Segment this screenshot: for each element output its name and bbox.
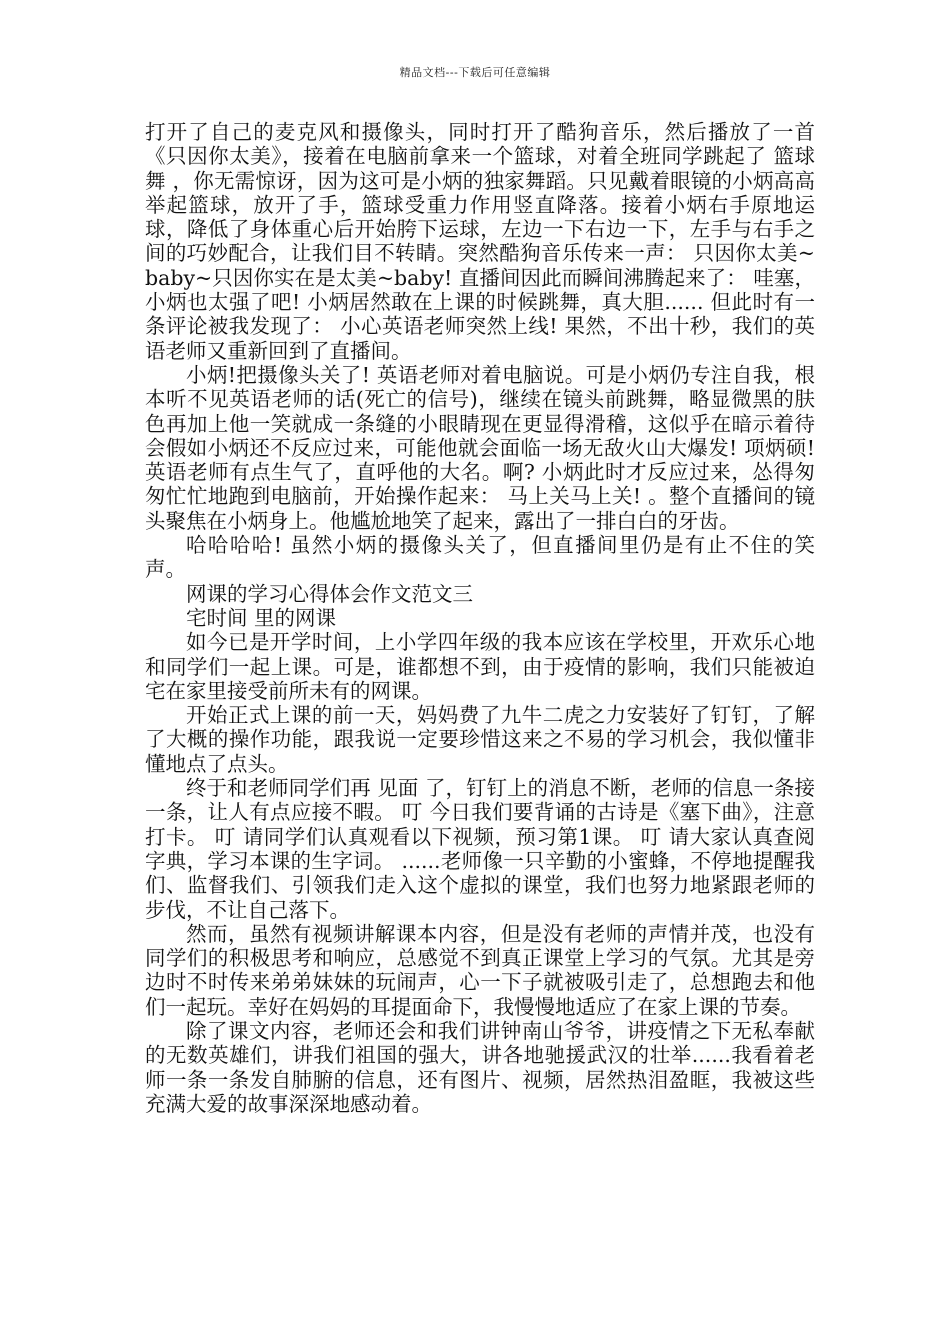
document-body bbox=[145, 120, 815, 1116]
page-header: 精品文档---下载后可任意编辑 bbox=[399, 66, 551, 79]
paragraph: 除了课文内容，老师还会和我们讲钟南山爷爷，讲疫情之下无私奉献的无数英雄们，讲我们祖国的强大，讲各地驰援武汉的壮举......我看着老师一条一条发自肺腑的信息，还有图片、视频，居然热泪盈眶，我被这些充满大爱的故事深深地感动着。 bbox=[145, 1018, 815, 1116]
section-title: 网课的学习心得体会作文范文三 bbox=[186, 581, 473, 606]
paragraph: 哈哈哈哈! 虽然小炳的摄像头关了，但直播间里仍是有止不住的笑声。 bbox=[145, 533, 815, 582]
paragraph: 终于和老师同学们再 见面 了，钉钉上的消息不断，老师的信息一条接一条，让人有点应接不暇。 叮 今日我们要背诵的古诗是《塞下曲》，注意打卡。 叮 请同学们认真观看以下视频，预习第1课。 叮 请大家认真查阅字典，学习本课的生字词。 ......老师像一只辛勤的小蜜蜂，不停地提醒我们、监督我们、引领我们走入这个虚拟的课堂，我们也努力地紧跟老师的步伐，不让自己落下。 bbox=[145, 776, 815, 922]
paragraph: 如今已是开学时间，上小学四年级的我本应该在学校里，开欢乐心地和同学们一起上课。可是，谁都想不到，由于疫情的影响，我们只能被迫宅在家里接受前所未有的网课。 bbox=[145, 630, 815, 703]
paragraph: 开始正式上课的前一天，妈妈费了九牛二虎之力安装好了钉钉，了解了大概的操作功能，跟我说一定要珍惜这来之不易的学习机会，我似懂非懂地点了点头。 bbox=[145, 703, 815, 776]
paragraph: 打开了自己的麦克风和摄像头，同时打开了酷狗音乐，然后播放了一首《只因你太美》，接着在电脑前拿来一个篮球，对着全班同学跳起了 篮球舞 ，你无需惊讶，因为这可是小炳的独家舞蹈。只见戴着眼镜的小炳高高举起篮球，放开了手，篮球受重力作用竖直降落。接着小炳右手原地运球，降低了身体重心后开始胯下运球，左边一下右边一下，左手与右手之间的巧妙配合，让我们目不转睛。突然酷狗音乐传来一声： 只因你太美~baby~只因你实在是太美~baby! 直播间因此而瞬间沸腾起来了： 哇塞，小炳也太强了吧! 小炳居然敢在上课的时候跳舞，真大胆...... 但此时有一条评论被我发现了： 小心英语老师突然上线! 果然，不出十秒，我们的英语老师又重新回到了直播间。 bbox=[145, 120, 815, 363]
paragraph: 然而，虽然有视频讲解课本内容，但是没有老师的声情并茂，也没有同学们的积极思考和响应，总感觉不到真正课堂上学习的气氛。尤其是旁边时不时传来弟弟妹妹的玩闹声，心一下子就被吸引走了，总想跑去和他们一起玩。幸好在妈妈的耳提面命下，我慢慢地适应了在家上课的节奏。 bbox=[145, 921, 815, 1019]
essay-title: 宅时间 里的网课 bbox=[186, 605, 337, 630]
paragraph: 小炳!把摄像头关了! 英语老师对着电脑说。可是小炳仍专注自我，根本听不见英语老师的话(死亡的信号)，继续在镜头前跳舞，略显微黑的肤色再加上他一笑就成一条缝的小眼睛现在更显得滑稽，这似乎在暗示着待会假如小炳还不反应过来，可能他就会面临一场无敌火山大爆发! 项炳硕! 英语老师有点生气了，直呼他的大名。啊? 小炳此时才反应过来，怂得匆匆忙忙地跑到电脑前，开始操作起来： 马上关马上关! 。整个直播间的镜头聚焦在小炳身上。他尴尬地笑了起来，露出了一排白白的牙齿。 bbox=[145, 362, 815, 533]
